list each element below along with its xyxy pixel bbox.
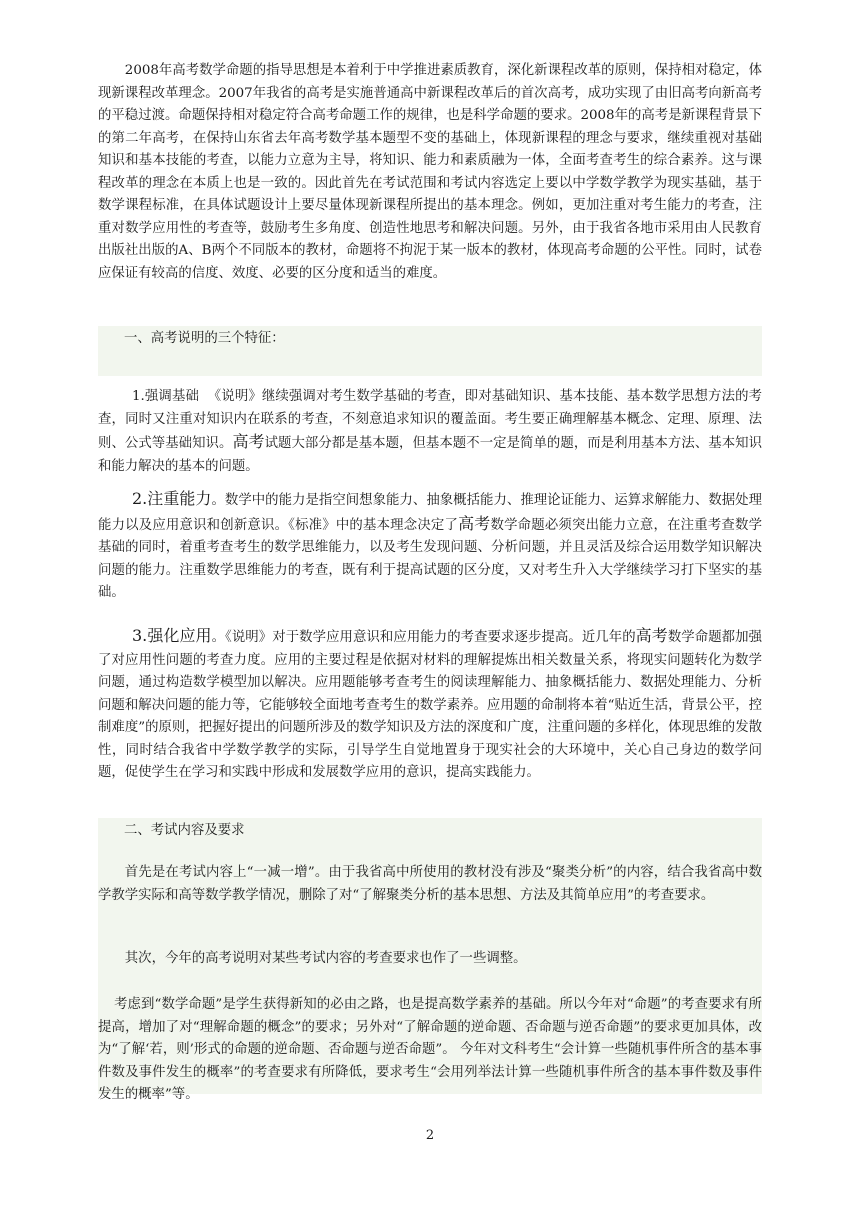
- page-number: 2: [425, 1128, 435, 1143]
- item-emphasize-basics: [98, 386, 762, 478]
- intro-paragraph: 2008年高考数学命题的指导思想是本着利于中学推进素质教育，深化新课程改革的原则，保持相对稳定，体现新课程改革理念。2007年我省的高考是实施普通高中新课程改革后的首次高考，成功实现了由旧高考向新高考的平稳过渡。命题保持相对稳定符合高考命题工作的规律，也是科学命题的要求。2008年的高考是新课程背景下的第二年高考，在保持山东省去年高考数学基本题型不变的基础上，体现新课程的理念与要求，继续重视对基础知识和基本技能的考查，以能力立意为主导，将知识、能力和素质融为一体，全面考查考生的综合素养。这与课程改革的理念在本质上也是一致的。因此首先在考试范围和考试内容选定上要以中学数学教学为现实基础，基于数学课程标准，在具体试题设计上要尽量体现新课程所提出的基本理念。例如，更加注重对考生能力的考查，注重对数学应用性的考查等，鼓励考生多角度、创造性地思考和解决问题。另外，由于我省各地市采用由人民教育出版社出版的A、B两个不同版本的教材，命题将不拘泥于某一版本的教材，体现高考命题的公平性。同时，试卷应保证有较高的信度、效度、必要的区分度和适当的难度。: [98, 63, 762, 281]
- paragraph-third: 考虑到“数学命题”是学生获得新知的必由之路，也是提高数学素养的基础。所以今年对“命题”的考查要求有所提高，增加了对“理解命题的概念”的要求；另外对“了解命题的逆命题、否命题与逆否命题”的要求更加具体，改为“了解‘若，则’形式的命题的逆命题、否命题与逆否命题”。 今年对文科考生“会计算一些随机事件所含的基本事件数及事件发生的概率”的考查要求有所降低，要求考生“会用列举法计算一些随机事件所含的基本事件数及事件发生的概率”等。: [98, 997, 762, 1102]
- item-title: 1.强调基础: [132, 389, 199, 404]
- item-emphasis-word: 高考: [458, 513, 491, 533]
- item-title: 2.注重能力: [132, 489, 212, 508]
- paragraph-first: 首先是在考试内容上“一减一增”。由于我省高中所使用的教材没有涉及“聚类分析”的内容，结合我省高中数学教学实际和高等数学教学情况，删除了对“了解聚类分析的基本思想、方法及其简单应用”的考查要求。: [98, 865, 762, 903]
- item-emphasis-word: 高考: [232, 432, 265, 451]
- section-heading-content: 二、考试内容及要求: [124, 823, 245, 838]
- item-text: 。《说明》对于数学应用意识和应用能力的考查要求逐步提高。近几年的: [211, 630, 636, 645]
- item-text: 《说明》继续强调对考生数学基础的考查，即对基础知识、基本技能、基本数学思想方法的考查，同时又注重对知识内在联系的考查，不刻意追求知识的覆盖面。考生要正确理解基本概念、定理、原理、法则、公式等基础知识。: [98, 389, 763, 451]
- item-text: 数学命题必须突出能力立意，在注重考查数学基础的同时，着重考查考生的数学思维能力，以及考生发现问题、分析问题，并且灵活及综合运用数学知识解决问题的能力。注重数学思维能力的考查，既有利于提高试题的区分度，又对考生升入大学继续学习打下坚实的基础。: [98, 517, 762, 600]
- item-strengthen-application: [98, 625, 762, 785]
- item-text: 数学命题都加强了对应用性问题的考查力度。应用的主要过程是依据对材料的理解提炼出相关数量关系，将现实问题转化为数学问题，通过构造数学模型加以解决。应用题能够考查考生的阅读理解能力、抽象概括能力、数据处理能力、分析问题和解决问题的能力等，它能够较全面地考查考生的数学素养。应用题的命制将本着“贴近生活，背景公平，控制难度”的原则，把握好提出的问题所涉及的数学知识及方法的深度和广度，注重问题的多样化，体现思维的发散性，同时结合我省中学数学教学的实际，引导学生自觉地置身于现实社会的大环境中，关心自己身边的数学问题，促使学生在学习和实践中形成和发展数学应用的意识，提高实践能力。: [98, 630, 762, 780]
- item-focus-ability: [98, 488, 762, 605]
- paragraph-second: 其次，今年的高考说明对某些考试内容的考查要求也作了一些调整。: [124, 951, 527, 966]
- item-text: 试题大部分都是基本题，但基本题不一定是简单的题，而是利用基本方法、基本知识和能力解决的基本的问题。: [98, 436, 762, 474]
- item-title: 3.强化应用: [132, 626, 212, 645]
- item-emphasis-word: 高考: [635, 626, 668, 645]
- section-heading-features: 一、高考说明的三个特征：: [124, 331, 285, 346]
- item-text: 。数学中的能力是指空间想象能力、抽象概括能力、推理论证能力、运算求解能力、数据处理能力以及应用意识和创新意识。《标准》中的基本理念决定了: [98, 493, 762, 533]
